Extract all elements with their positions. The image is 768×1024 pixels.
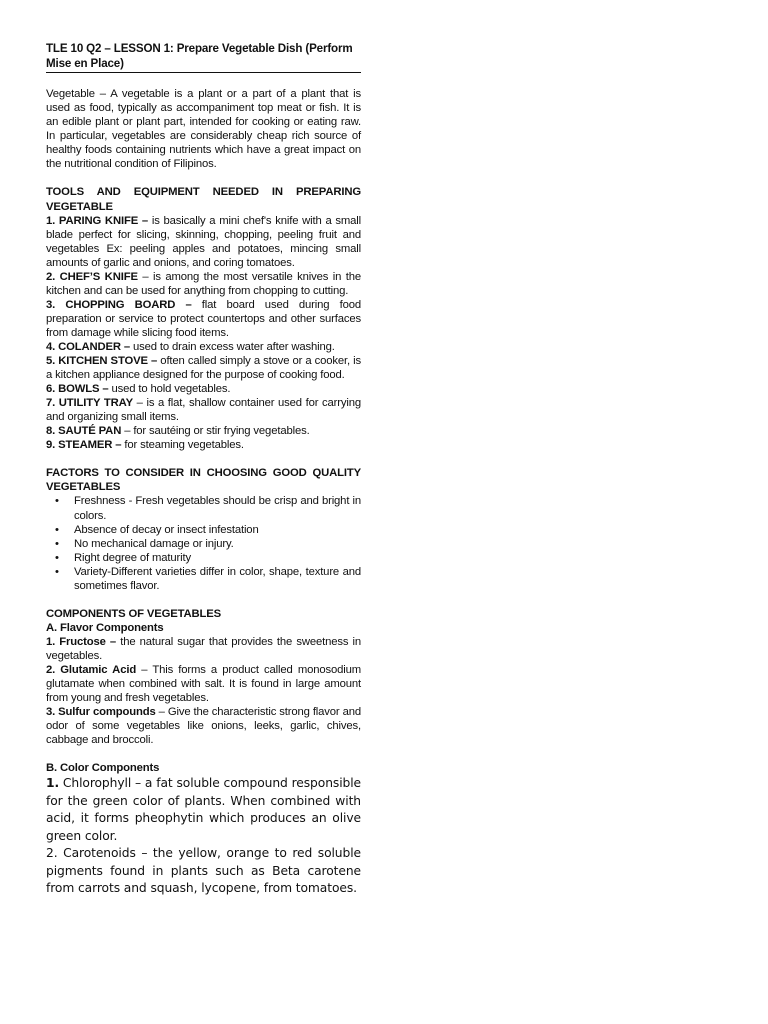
tool-desc: for steaming vegetables. bbox=[121, 439, 244, 452]
factor-text: Freshness - Fresh vegetables should be crisp and bright in colors. bbox=[74, 495, 361, 522]
color-item-chlorophyll bbox=[46, 775, 361, 845]
tool-term: 4. COLANDER – bbox=[46, 340, 131, 353]
factors-heading: FACTORS TO CONSIDER IN CHOOSING GOOD QUALITY VEGETABLES bbox=[46, 467, 361, 494]
flavor-item-fructose bbox=[46, 635, 361, 663]
components-heading: COMPONENTS OF VEGETABLES bbox=[46, 607, 222, 620]
color-desc: 2. Carotenoids – the yellow, orange to red soluble pigments found in plants such as Beta carotene from carrots and squash, lycopene, from tomatoes. bbox=[46, 846, 361, 896]
tool-term: 5. KITCHEN STOVE – bbox=[46, 355, 158, 368]
tool-item-utility-tray bbox=[46, 396, 361, 424]
tool-term: 8. SAUTÉ PAN bbox=[46, 425, 122, 438]
tool-item-colander bbox=[46, 340, 361, 354]
tool-item-saute-pan bbox=[46, 424, 361, 438]
tool-desc: often called simply a stove or a cooker, is a kitchen appliance designed for the purpose of cooking food. bbox=[46, 355, 361, 382]
tool-term: 6. BOWLS – bbox=[46, 383, 109, 396]
factor-text: Right degree of maturity bbox=[74, 551, 191, 564]
document-title: TLE 10 Q2 – LESSON 1: Prepare Vegetable Dish (Perform Mise en Place) bbox=[46, 42, 361, 73]
flavor-desc: the natural sugar that provides the sweetness in vegetables. bbox=[46, 635, 361, 662]
flavor-desc: – This forms a product called monosodium glutamate when combined with salt. It is found in large amount from young and fresh vegetables. bbox=[46, 663, 362, 705]
tools-heading: TOOLS AND EQUIPMENT NEEDED IN PREPARING VEGETABLE bbox=[46, 186, 361, 213]
factor-item bbox=[46, 565, 361, 593]
tool-desc: is basically a mini chef's knife with a small blade perfect for slicing, skinning, chopping, peeling fruit and vegetables Ex: peeling apples and potatoes, mincing small amounts of garlic and onions, and coring tomatoes. bbox=[46, 214, 361, 269]
spacer bbox=[46, 747, 361, 761]
intro-paragraph: Vegetable – A vegetable is a plant or a part of a plant that is used as food, typically as accompaniment top meat or fish. It is an edible plant or plant part, intended for cooking or eating raw. In particular, vegetables are considerably cheap rich source of healthy foods containing nutrients which have a great impact on the nutritional condition of Filipinos. bbox=[46, 88, 361, 171]
tool-term: 1. PARING KNIFE – bbox=[46, 214, 149, 227]
factor-item bbox=[46, 494, 361, 522]
factor-item bbox=[46, 523, 361, 537]
tool-desc: used to hold vegetables. bbox=[108, 383, 231, 396]
flavor-item-sulfur bbox=[46, 705, 361, 747]
tool-term: 7. UTILITY TRAY bbox=[46, 397, 133, 410]
bullet-icon: • bbox=[55, 523, 59, 536]
tool-item-steamer bbox=[46, 438, 361, 452]
bullet-icon: • bbox=[55, 537, 59, 550]
factor-text: Variety-Different varieties differ in color, shape, texture and sometimes flavor. bbox=[74, 565, 361, 592]
flavor-term: 3. Sulfur compounds bbox=[46, 706, 156, 719]
factor-item bbox=[46, 551, 361, 565]
tools-list bbox=[46, 214, 361, 453]
flavor-components-heading: A. Flavor Components bbox=[46, 621, 164, 634]
tool-desc: – is among the most versatile knives in the kitchen and can be used for anything from chopping to cutting. bbox=[46, 270, 361, 297]
flavor-item-glutamic-acid bbox=[46, 663, 361, 705]
bullet-icon: • bbox=[55, 551, 59, 564]
factors-list bbox=[46, 494, 361, 592]
bullet-icon: • bbox=[55, 495, 59, 508]
tool-desc: used to drain excess water after washing. bbox=[130, 340, 335, 353]
tool-item-bowls bbox=[46, 382, 361, 396]
flavor-term: 2. Glutamic Acid bbox=[46, 663, 137, 676]
tool-desc: flat board used during food preparation or service to protect countertops and other surfaces from damage while slicing food items. bbox=[46, 298, 362, 339]
tool-item-kitchen-stove bbox=[46, 354, 361, 382]
flavor-desc: – Give the characteristic strong flavor and odor of some vegetables like onions, leeks, garlic, chives, cabbage and broccoli. bbox=[46, 706, 361, 747]
tool-item-chopping-board bbox=[46, 298, 361, 340]
color-term: 1. bbox=[46, 776, 60, 791]
tool-term: 9. STEAMER – bbox=[46, 439, 122, 452]
tool-desc: – is a flat, shallow container used for carrying and organizing small items. bbox=[46, 397, 361, 424]
tool-item-chefs-knife bbox=[46, 270, 361, 298]
tool-desc: – for sautéing or stir frying vegetables. bbox=[121, 425, 310, 438]
color-desc: Chlorophyll – a fat soluble compound responsible for the green color of plants. When combined with acid, it forms pheophytin which produces an olive green color. bbox=[46, 776, 361, 843]
bullet-icon: • bbox=[55, 565, 59, 578]
factor-text: Absence of decay or insect infestation bbox=[74, 523, 259, 536]
color-components-heading: B. Color Components bbox=[46, 762, 160, 775]
tool-term: 3. CHOPPING BOARD – bbox=[46, 298, 192, 311]
document-page bbox=[46, 42, 361, 898]
flavor-term: 1. Fructose – bbox=[46, 635, 117, 648]
tool-term: 2. CHEF’S KNIFE bbox=[46, 270, 138, 283]
factor-item bbox=[46, 537, 361, 551]
color-item-carotenoids bbox=[46, 845, 361, 898]
tool-item-paring-knife bbox=[46, 214, 361, 270]
factor-text: No mechanical damage or injury. bbox=[74, 537, 234, 550]
